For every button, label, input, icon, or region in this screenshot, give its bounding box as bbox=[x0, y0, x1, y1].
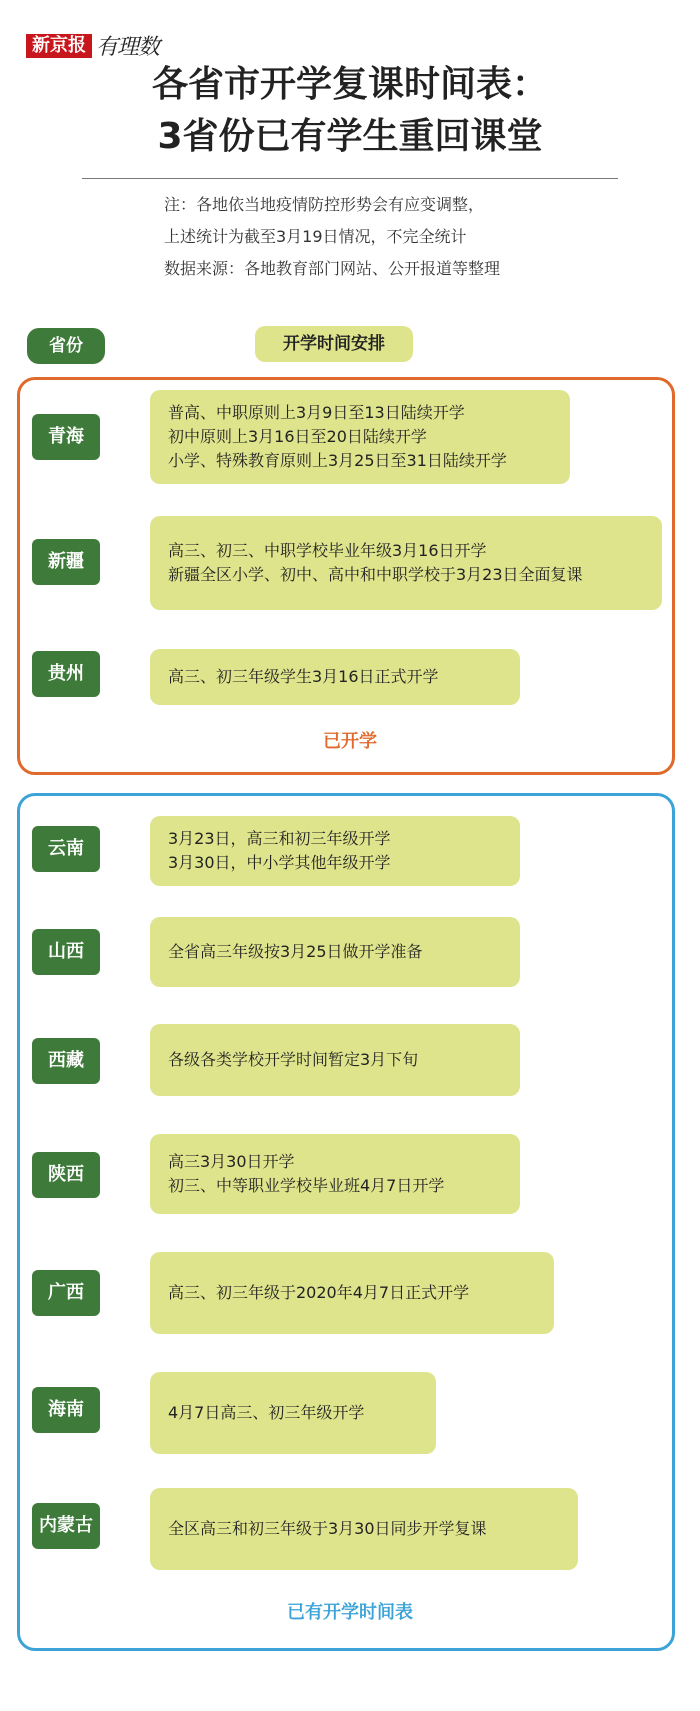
started-section-label: 已开学 bbox=[323, 731, 377, 752]
logo bbox=[26, 30, 159, 61]
province-label: 西藏 bbox=[32, 1038, 100, 1084]
schedule-box bbox=[150, 1252, 554, 1334]
schedule-line: 高三、初三年级学生3月16日正式开学 bbox=[168, 667, 439, 686]
province-label: 云南 bbox=[32, 826, 100, 872]
schedule-line: 初三、中等职业学校毕业班4月7日开学 bbox=[168, 1176, 445, 1195]
province-label: 内蒙古 bbox=[32, 1503, 100, 1549]
province-label: 广西 bbox=[32, 1270, 100, 1316]
province-label: 山西 bbox=[32, 929, 100, 975]
schedule-line: 高三3月30日开学 bbox=[168, 1152, 295, 1171]
schedule-header: 开学时间安排 bbox=[255, 326, 413, 362]
schedule-box bbox=[150, 1372, 436, 1454]
schedule-box bbox=[150, 516, 662, 610]
schedule-box bbox=[150, 917, 520, 987]
schedule-line: 各级各类学校开学时间暂定3月下旬 bbox=[168, 1050, 419, 1069]
schedule-box bbox=[150, 816, 520, 886]
schedule-box bbox=[150, 390, 570, 484]
schedule-line: 3月23日，高三和初三年级开学 bbox=[168, 829, 391, 848]
province-label: 陕西 bbox=[32, 1152, 100, 1198]
logo-brand: 新京报 bbox=[26, 34, 92, 58]
note-line-1: 注：各地依当地疫情防控形势会有应变调整， bbox=[164, 195, 485, 214]
note-line-3: 数据来源：各地教育部门网站、公开报道等整理 bbox=[164, 259, 501, 278]
schedule-box bbox=[150, 1488, 578, 1570]
schedule-line: 普高、中职原则上3月9日至13日陆续开学 bbox=[168, 403, 465, 422]
page-title-line1: 各省市开学复课时间表： bbox=[151, 64, 548, 105]
scheduled-section-label: 已有开学时间表 bbox=[287, 1602, 413, 1623]
schedule-line: 小学、特殊教育原则上3月25日至31日陆续开学 bbox=[168, 451, 507, 470]
schedule-line: 全区高三和初三年级于3月30日同步开学复课 bbox=[168, 1519, 487, 1538]
schedule-line: 3月30日，中小学其他年级开学 bbox=[168, 853, 391, 872]
schedule-line: 高三、初三年级于2020年4月7日正式开学 bbox=[168, 1283, 470, 1302]
province-label: 海南 bbox=[32, 1387, 100, 1433]
page-title-line2: 3省份已有学生重回课堂 bbox=[157, 116, 543, 157]
schedule-line: 高三、初三、中职学校毕业年级3月16日开学 bbox=[168, 541, 487, 560]
schedule-box bbox=[150, 1024, 520, 1096]
schedule-box bbox=[150, 1134, 520, 1214]
title-divider bbox=[82, 178, 618, 179]
schedule-line: 全省高三年级按3月25日做开学准备 bbox=[168, 942, 423, 961]
province-label: 新疆 bbox=[32, 539, 100, 585]
schedule-line: 4月7日高三、初三年级开学 bbox=[168, 1403, 365, 1422]
logo-script: 有理数 bbox=[96, 35, 160, 60]
schedule-line: 初中原则上3月16日至20日陆续开学 bbox=[168, 427, 427, 446]
note-line-2: 上述统计为截至3月19日情况，不完全统计 bbox=[164, 227, 467, 246]
province-header: 省份 bbox=[27, 328, 105, 364]
province-label: 青海 bbox=[32, 414, 100, 460]
province-label: 贵州 bbox=[32, 651, 100, 697]
schedule-box bbox=[150, 649, 520, 705]
schedule-line: 新疆全区小学、初中、高中和中职学校于3月23日全面复课 bbox=[168, 565, 583, 584]
